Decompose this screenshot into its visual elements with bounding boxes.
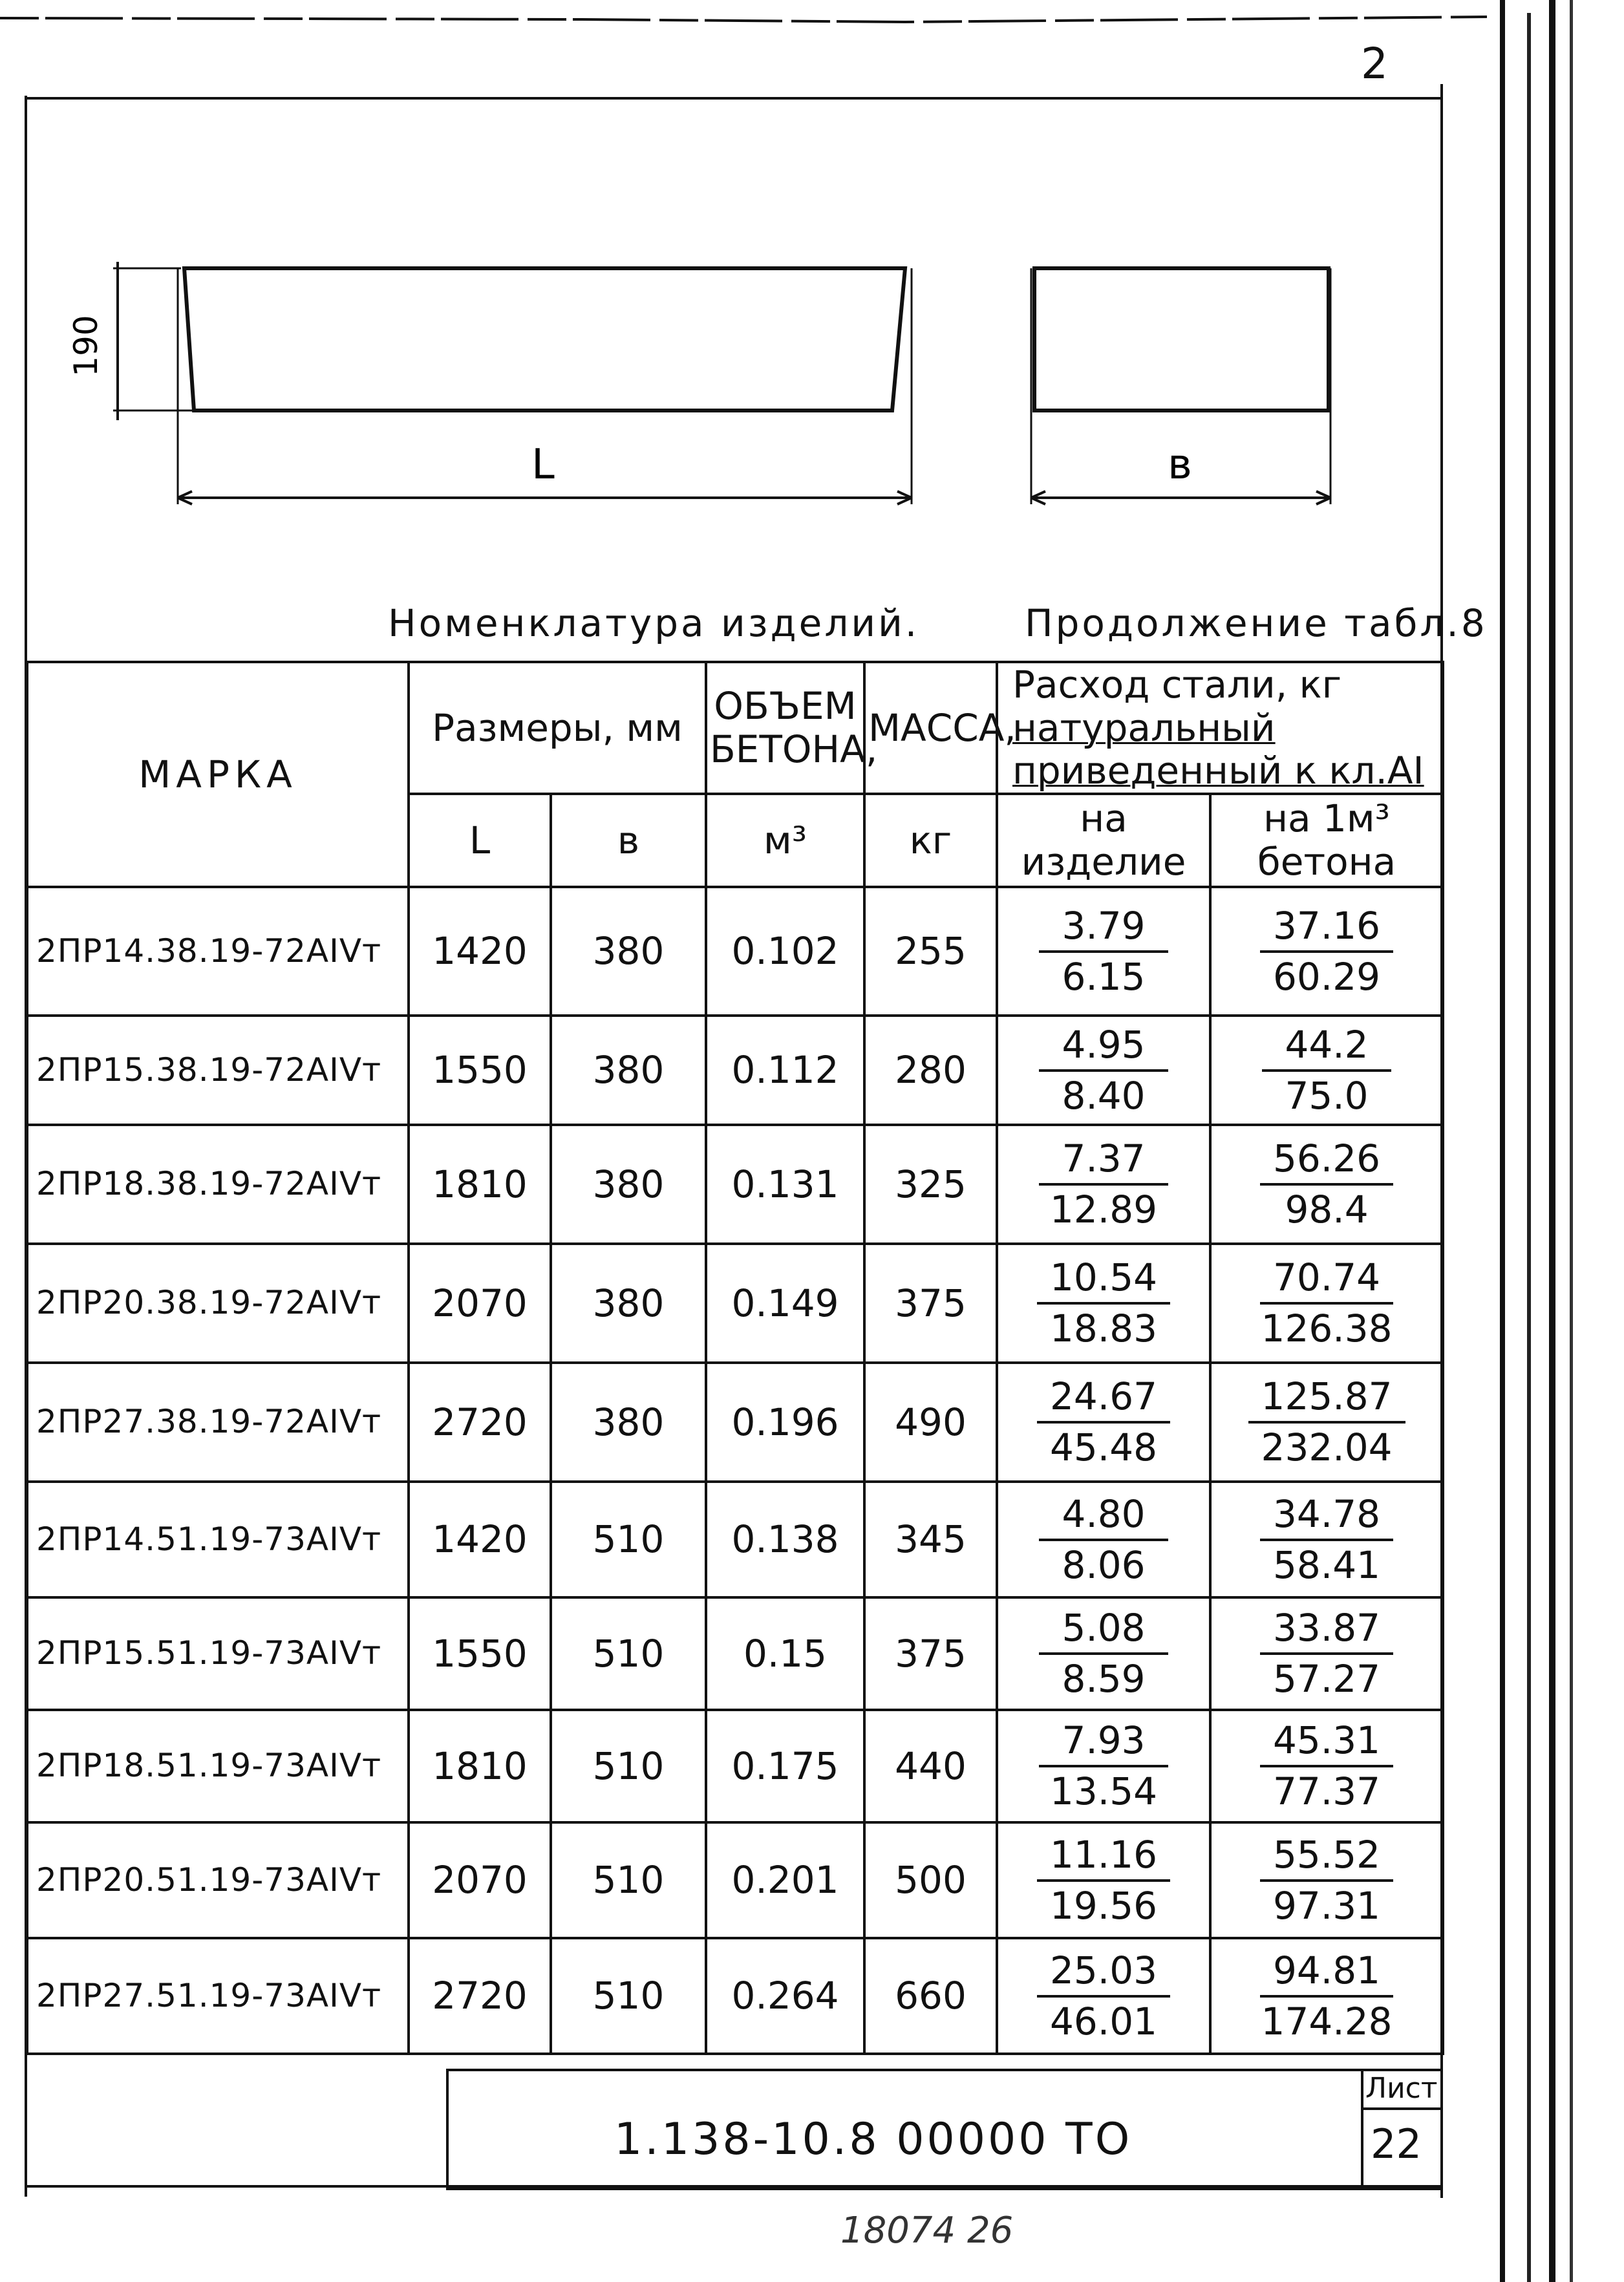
cell-steel-per-m3 — [1210, 1244, 1443, 1363]
cell-length: 1810 — [409, 1125, 551, 1244]
cell-mass: 500 — [864, 1822, 997, 1938]
header-volume: ОБЪЕМ БЕТОНА, — [706, 662, 864, 794]
cell-mark: 2ПР18.51.19-73АIVт — [27, 1710, 409, 1822]
cell-mass: 325 — [864, 1125, 997, 1244]
value-natural: 11.16 — [1037, 1833, 1170, 1882]
cell-volume: 0.175 — [706, 1710, 864, 1822]
value-reduced: 8.40 — [1062, 1073, 1146, 1118]
cell-mark: 2ПР15.51.19-73АIVт — [27, 1597, 409, 1710]
long-view — [113, 262, 912, 504]
cell-steel-per-item-fraction — [1037, 1375, 1170, 1469]
cell-length: 1420 — [409, 1482, 551, 1597]
cell-steel-per-m3-fraction — [1260, 1949, 1393, 2043]
header-steel — [997, 662, 1443, 794]
cell-steel-per-m3-fraction — [1260, 1833, 1393, 1927]
header-per-item: на изделие — [997, 794, 1210, 887]
cell-mass: 375 — [864, 1244, 997, 1363]
value-reduced: 19.56 — [1049, 1883, 1158, 1928]
cell-length: 1810 — [409, 1710, 551, 1822]
cell-mark: 2ПР18.38.19-72АIVт — [27, 1125, 409, 1244]
header-volume-unit: м³ — [706, 794, 864, 887]
cell-steel-per-item — [997, 887, 1210, 1016]
table-row — [27, 1125, 1443, 1244]
value-natural: 45.31 — [1260, 1719, 1393, 1767]
table-row — [27, 1482, 1443, 1597]
value-reduced: 174.28 — [1261, 1999, 1393, 2043]
value-natural: 44.2 — [1262, 1023, 1391, 1072]
width-dim-label: в — [1168, 441, 1192, 489]
cell-volume: 0.196 — [706, 1363, 864, 1482]
cell-steel-per-m3 — [1210, 1125, 1443, 1244]
table-row — [27, 1710, 1443, 1822]
cell-mark: 2ПР20.38.19-72АIVт — [27, 1244, 409, 1363]
cell-steel-per-m3 — [1210, 887, 1443, 1016]
cell-steel-per-m3 — [1210, 1363, 1443, 1482]
cell-mass: 375 — [864, 1597, 997, 1710]
sheet-box-divider — [1361, 2107, 1440, 2110]
value-reduced: 98.4 — [1285, 1188, 1369, 1232]
value-natural: 34.78 — [1260, 1493, 1393, 1541]
cell-length: 2070 — [409, 1822, 551, 1938]
nomenclature-table — [26, 661, 1444, 2055]
cell-mass: 660 — [864, 1938, 997, 2054]
value-natural: 7.93 — [1039, 1719, 1168, 1767]
header-steel-natural: натуральный — [1012, 705, 1276, 750]
sheet-number: 22 — [1371, 2120, 1422, 2168]
cell-volume: 0.201 — [706, 1822, 864, 1938]
cell-width: 510 — [551, 1482, 706, 1597]
cell-length: 2720 — [409, 1363, 551, 1482]
cell-steel-per-m3-fraction — [1260, 1256, 1393, 1350]
value-reduced: 77.37 — [1273, 1769, 1381, 1814]
cell-steel-per-item — [997, 1710, 1210, 1822]
header-mass: МАССА, — [864, 662, 997, 794]
table-row — [27, 1244, 1443, 1363]
value-reduced: 6.15 — [1062, 954, 1146, 999]
sheet-corner-number: 2 — [1361, 39, 1389, 89]
cell-volume: 0.15 — [706, 1597, 864, 1710]
cell-steel-per-item-fraction — [1039, 1606, 1168, 1700]
table-continuation-note: Продолжение табл.8 — [1025, 601, 1488, 645]
frame-top — [25, 97, 1440, 100]
header-row-1 — [27, 662, 1443, 794]
table-row — [27, 1016, 1443, 1125]
header-per-m3: на 1м³ бетона — [1210, 794, 1443, 887]
value-natural: 56.26 — [1260, 1137, 1393, 1186]
value-reduced: 8.59 — [1062, 1657, 1146, 1701]
value-reduced: 75.0 — [1285, 1073, 1369, 1118]
cell-width: 380 — [551, 1244, 706, 1363]
cell-width: 510 — [551, 1597, 706, 1710]
cell-steel-per-item — [997, 1822, 1210, 1938]
cell-steel-per-item-fraction — [1039, 1137, 1168, 1231]
cell-width: 380 — [551, 887, 706, 1016]
value-reduced: 126.38 — [1261, 1306, 1393, 1351]
table-row — [27, 1938, 1443, 2054]
value-natural: 4.80 — [1039, 1493, 1168, 1541]
document-code: 1.138-10.8 00000 ТО — [614, 2114, 1133, 2165]
cell-steel-per-m3-fraction — [1248, 1375, 1405, 1469]
value-reduced: 18.83 — [1049, 1306, 1158, 1351]
table-title: Номенклатура изделий. — [388, 601, 920, 645]
cell-volume: 0.138 — [706, 1482, 864, 1597]
value-natural: 125.87 — [1248, 1375, 1405, 1424]
cell-mass: 440 — [864, 1710, 997, 1822]
header-steel-title: Расход стали, кг — [1012, 663, 1342, 707]
value-natural: 7.37 — [1039, 1137, 1168, 1186]
value-reduced: 58.41 — [1273, 1542, 1381, 1587]
cell-steel-per-item-fraction — [1039, 1493, 1168, 1586]
value-reduced: 60.29 — [1273, 954, 1381, 999]
cell-mass: 490 — [864, 1363, 997, 1482]
cell-steel-per-item — [997, 1482, 1210, 1597]
cell-steel-per-item — [997, 1597, 1210, 1710]
cell-steel-per-item — [997, 1363, 1210, 1482]
table-row — [27, 1822, 1443, 1938]
cell-mark: 2ПР27.51.19-73АIVт — [27, 1938, 409, 2054]
value-natural: 33.87 — [1260, 1606, 1393, 1655]
cell-steel-per-m3-fraction — [1260, 1137, 1393, 1231]
table-row — [27, 1597, 1443, 1710]
cell-steel-per-m3 — [1210, 1822, 1443, 1938]
cell-mass: 255 — [864, 887, 997, 1016]
cell-volume: 0.102 — [706, 887, 864, 1016]
cell-width: 510 — [551, 1710, 706, 1822]
value-reduced: 12.89 — [1049, 1188, 1158, 1232]
value-reduced: 45.48 — [1049, 1425, 1158, 1470]
cell-length: 2070 — [409, 1244, 551, 1363]
cell-length: 1550 — [409, 1597, 551, 1710]
cell-width: 510 — [551, 1938, 706, 2054]
cell-width: 510 — [551, 1822, 706, 1938]
cell-steel-per-item-fraction — [1039, 904, 1168, 998]
value-natural: 37.16 — [1260, 904, 1393, 953]
value-natural: 5.08 — [1039, 1606, 1168, 1655]
value-reduced: 8.06 — [1062, 1542, 1146, 1587]
cell-mass: 345 — [864, 1482, 997, 1597]
value-natural: 4.95 — [1039, 1023, 1168, 1072]
inventory-number: 18074 26 — [840, 2210, 1014, 2252]
binding-edge — [1487, 0, 1590, 2282]
length-dim-label: L — [531, 441, 555, 489]
value-natural: 55.52 — [1260, 1833, 1393, 1882]
value-reduced: 57.27 — [1273, 1657, 1381, 1701]
cell-steel-per-m3-fraction — [1260, 1719, 1393, 1813]
value-natural: 3.79 — [1039, 904, 1168, 953]
cell-length: 2720 — [409, 1938, 551, 2054]
value-reduced: 232.04 — [1261, 1425, 1393, 1470]
cell-volume: 0.112 — [706, 1016, 864, 1125]
cell-width: 380 — [551, 1125, 706, 1244]
value-natural: 70.74 — [1260, 1256, 1393, 1305]
header-col-L: L — [409, 794, 551, 887]
value-natural: 94.81 — [1260, 1949, 1393, 1998]
cell-mark: 2ПР27.38.19-72АIVт — [27, 1363, 409, 1482]
header-mark: МАРКА — [27, 662, 409, 887]
cell-steel-per-item-fraction — [1039, 1719, 1168, 1813]
cell-steel-per-m3-fraction — [1260, 1606, 1393, 1700]
header-sizes: Размеры, мм — [409, 662, 706, 794]
cell-length: 1420 — [409, 887, 551, 1016]
table-row — [27, 1363, 1443, 1482]
cell-steel-per-m3-fraction — [1260, 904, 1393, 998]
value-reduced: 97.31 — [1273, 1883, 1381, 1928]
header-steel-reduced: приведенный к кл.АI — [1012, 749, 1424, 793]
cell-volume: 0.131 — [706, 1125, 864, 1244]
cell-volume: 0.264 — [706, 1938, 864, 2054]
cell-steel-per-m3 — [1210, 1016, 1443, 1125]
cell-steel-per-m3 — [1210, 1597, 1443, 1710]
cell-steel-per-m3-fraction — [1260, 1493, 1393, 1586]
header-mass-unit: кг — [864, 794, 997, 887]
cell-steel-per-m3 — [1210, 1482, 1443, 1597]
cell-mark: 2ПР20.51.19-73АIVт — [27, 1822, 409, 1938]
table-row — [27, 887, 1443, 1016]
value-reduced: 46.01 — [1049, 1999, 1158, 2043]
cell-volume: 0.149 — [706, 1244, 864, 1363]
cell-mark: 2ПР15.38.19-72АIVт — [27, 1016, 409, 1125]
cell-width: 380 — [551, 1016, 706, 1125]
height-dim-label: 190 — [67, 315, 105, 377]
cell-steel-per-item-fraction — [1037, 1256, 1170, 1350]
cell-width: 380 — [551, 1363, 706, 1482]
cell-steel-per-m3-fraction — [1262, 1023, 1391, 1117]
cell-steel-per-m3 — [1210, 1710, 1443, 1822]
cell-length: 1550 — [409, 1016, 551, 1125]
top-edge-line — [0, 0, 1487, 39]
cell-steel-per-item — [997, 1016, 1210, 1125]
value-natural: 25.03 — [1037, 1949, 1170, 1998]
value-natural: 24.67 — [1037, 1375, 1170, 1424]
header-col-b: в — [551, 794, 706, 887]
cell-steel-per-item — [997, 1938, 1210, 2054]
cell-mass: 280 — [864, 1016, 997, 1125]
value-natural: 10.54 — [1037, 1256, 1170, 1305]
cell-steel-per-item-fraction — [1039, 1023, 1168, 1117]
sheet-label: Лист — [1365, 2072, 1438, 2105]
cell-steel-per-item-fraction — [1037, 1833, 1170, 1927]
cell-mark: 2ПР14.51.19-73АIVт — [27, 1482, 409, 1597]
cell-steel-per-item — [997, 1244, 1210, 1363]
cell-steel-per-m3 — [1210, 1938, 1443, 2054]
product-sketch — [65, 233, 1396, 530]
cell-steel-per-item — [997, 1125, 1210, 1244]
cell-mark: 2ПР14.38.19-72АIVт — [27, 887, 409, 1016]
value-reduced: 13.54 — [1049, 1769, 1158, 1814]
cell-steel-per-item-fraction — [1037, 1949, 1170, 2043]
